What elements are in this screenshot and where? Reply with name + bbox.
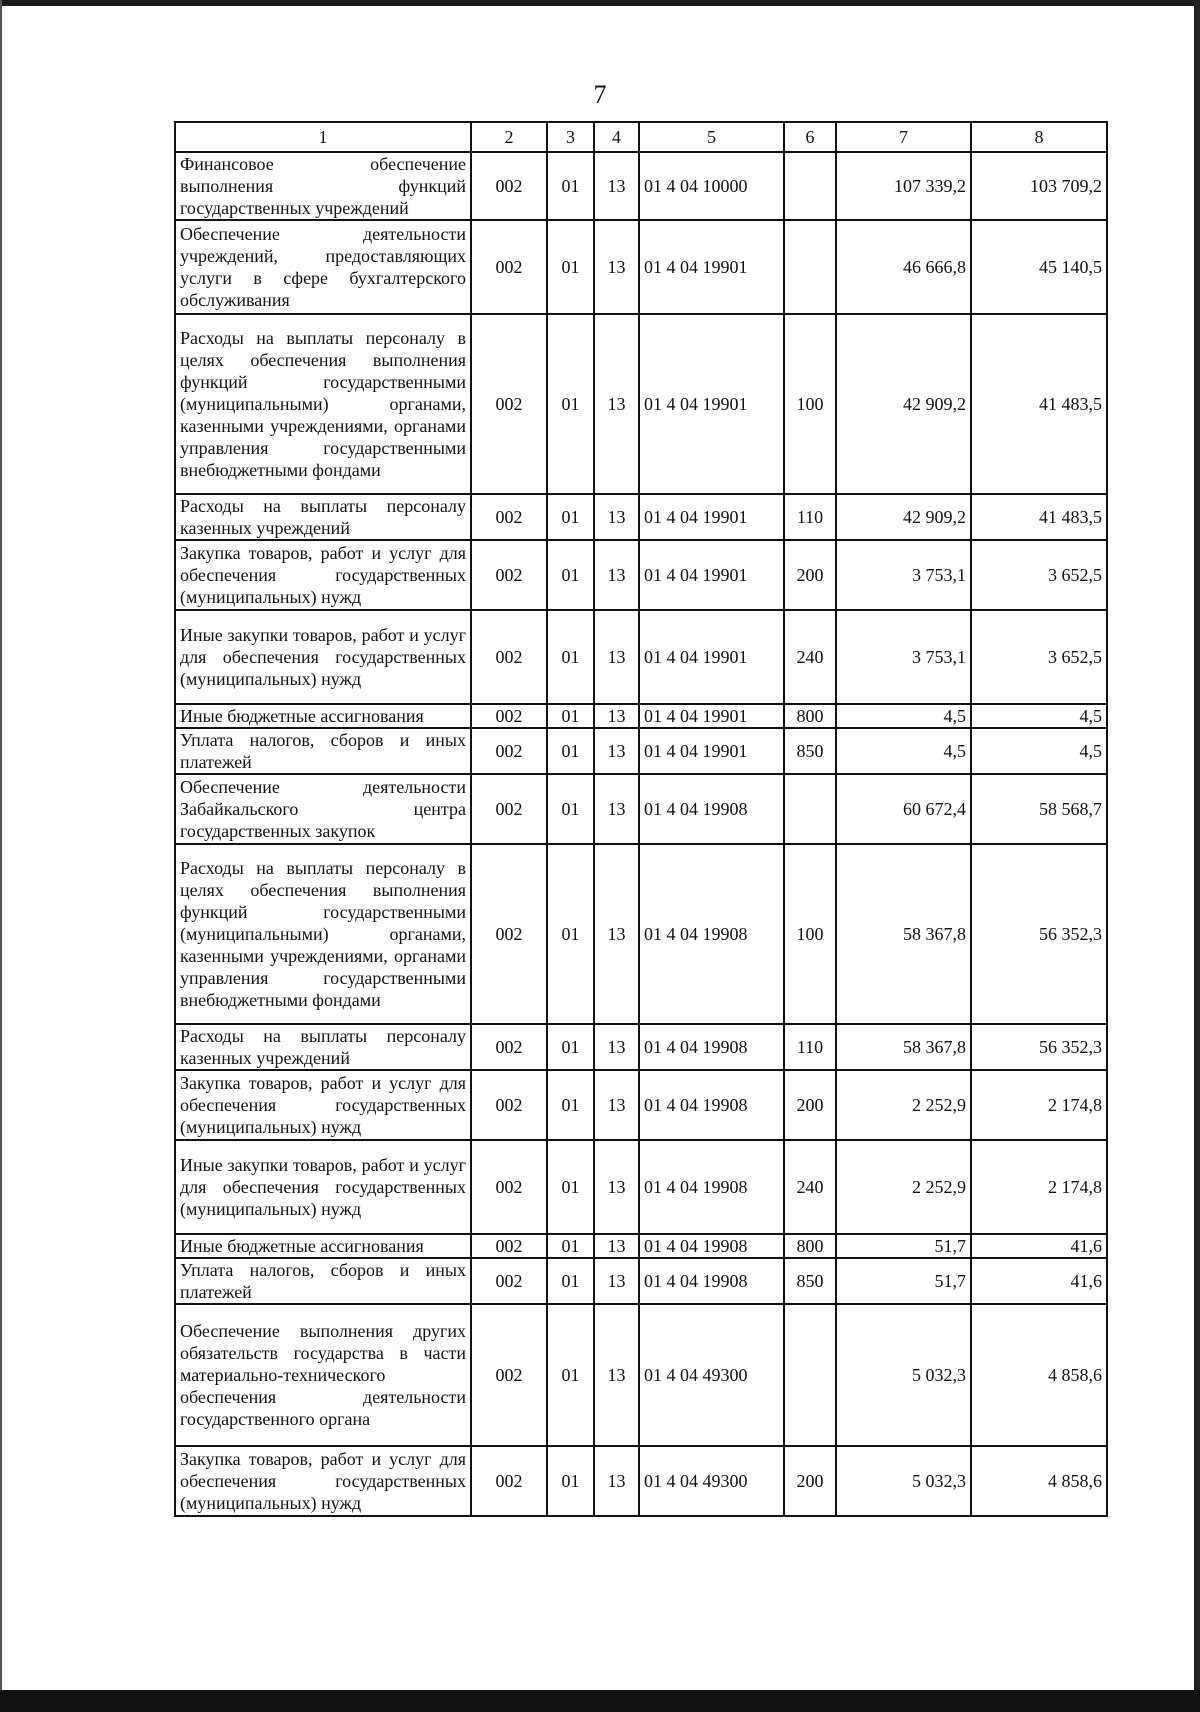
cell-amount-col7: 5 032,3 <box>836 1446 971 1516</box>
row-description: Иные бюджетные ассигнования <box>175 1234 471 1258</box>
cell-expense-type <box>784 774 836 844</box>
cell-expense-type: 200 <box>784 540 836 610</box>
cell-target-article: 01 4 04 19901 <box>639 220 784 314</box>
header-cell: 8 <box>971 122 1107 152</box>
header-cell: 1 <box>175 122 471 152</box>
cell-admin-code: 002 <box>471 610 547 704</box>
cell-admin-code: 002 <box>471 704 547 728</box>
cell-subsection: 13 <box>594 774 639 844</box>
cell-amount-col8: 45 140,5 <box>971 220 1107 314</box>
cell-amount-col7: 58 367,8 <box>836 1024 971 1070</box>
cell-section: 01 <box>547 1140 594 1234</box>
cell-admin-code: 002 <box>471 728 547 774</box>
cell-amount-col7: 42 909,2 <box>836 314 971 494</box>
cell-subsection: 13 <box>594 1070 639 1140</box>
scan-border-right <box>1194 0 1200 1712</box>
cell-amount-col7: 2 252,9 <box>836 1070 971 1140</box>
cell-subsection: 13 <box>594 540 639 610</box>
cell-target-article: 01 4 04 19901 <box>639 314 784 494</box>
cell-subsection: 13 <box>594 1140 639 1234</box>
cell-amount-col8: 58 568,7 <box>971 774 1107 844</box>
cell-amount-col8: 4,5 <box>971 728 1107 774</box>
header-cell: 7 <box>836 122 971 152</box>
table-row <box>175 314 1107 494</box>
cell-subsection: 13 <box>594 1234 639 1258</box>
cell-target-article: 01 4 04 19901 <box>639 610 784 704</box>
table-header-row <box>175 122 1107 152</box>
row-description: Финансовое обеспечение выполнения функций государственных учреждений <box>175 152 471 220</box>
header-cell: 6 <box>784 122 836 152</box>
cell-amount-col8: 56 352,3 <box>971 1024 1107 1070</box>
cell-target-article: 01 4 04 19901 <box>639 494 784 540</box>
cell-target-article: 01 4 04 19901 <box>639 728 784 774</box>
cell-admin-code: 002 <box>471 1304 547 1446</box>
table-row <box>175 844 1107 1024</box>
cell-expense-type: 850 <box>784 728 836 774</box>
cell-expense-type: 110 <box>784 1024 836 1070</box>
row-description: Иные закупки товаров, работ и услуг для обеспечения государственных (муниципальных) нужд <box>175 610 471 704</box>
cell-expense-type: 240 <box>784 610 836 704</box>
cell-expense-type: 200 <box>784 1070 836 1140</box>
table-row <box>175 1024 1107 1070</box>
cell-admin-code: 002 <box>471 1140 547 1234</box>
cell-amount-col8: 2 174,8 <box>971 1070 1107 1140</box>
cell-amount-col7: 3 753,1 <box>836 540 971 610</box>
cell-amount-col8: 41 483,5 <box>971 314 1107 494</box>
cell-target-article: 01 4 04 49300 <box>639 1446 784 1516</box>
row-description: Расходы на выплаты персоналу казенных учреждений <box>175 494 471 540</box>
table-row <box>175 1258 1107 1304</box>
cell-section: 01 <box>547 314 594 494</box>
cell-expense-type: 100 <box>784 844 836 1024</box>
cell-subsection: 13 <box>594 1024 639 1070</box>
cell-target-article: 01 4 04 10000 <box>639 152 784 220</box>
cell-target-article: 01 4 04 19901 <box>639 704 784 728</box>
cell-expense-type: 800 <box>784 704 836 728</box>
cell-target-article: 01 4 04 19908 <box>639 1258 784 1304</box>
cell-admin-code: 002 <box>471 540 547 610</box>
table-row <box>175 540 1107 610</box>
cell-section: 01 <box>547 1258 594 1304</box>
row-description: Закупка товаров, работ и услуг для обеспечения государственных (муниципальных) нужд <box>175 1446 471 1516</box>
cell-amount-col8: 3 652,5 <box>971 540 1107 610</box>
table-row <box>175 1070 1107 1140</box>
cell-section: 01 <box>547 610 594 704</box>
header-cell: 4 <box>594 122 639 152</box>
table-body <box>175 152 1107 1516</box>
page-number: 7 <box>593 80 607 109</box>
cell-amount-col8: 2 174,8 <box>971 1140 1107 1234</box>
header-cell: 2 <box>471 122 547 152</box>
scan-border-bottom <box>0 1690 1200 1712</box>
cell-amount-col8: 4,5 <box>971 704 1107 728</box>
row-description: Уплата налогов, сборов и иных платежей <box>175 1258 471 1304</box>
cell-subsection: 13 <box>594 844 639 1024</box>
cell-subsection: 13 <box>594 1446 639 1516</box>
cell-subsection: 13 <box>594 1304 639 1446</box>
table-row <box>175 152 1107 220</box>
cell-amount-col7: 2 252,9 <box>836 1140 971 1234</box>
header-cell: 3 <box>547 122 594 152</box>
cell-expense-type <box>784 220 836 314</box>
row-description: Иные бюджетные ассигнования <box>175 704 471 728</box>
cell-amount-col7: 60 672,4 <box>836 774 971 844</box>
row-description: Иные закупки товаров, работ и услуг для обеспечения государственных (муниципальных) нужд <box>175 1140 471 1234</box>
row-description: Закупка товаров, работ и услуг для обеспечения государственных (муниципальных) нужд <box>175 540 471 610</box>
cell-amount-col8: 4 858,6 <box>971 1304 1107 1446</box>
table-row <box>175 1446 1107 1516</box>
table-row <box>175 1304 1107 1446</box>
cell-subsection: 13 <box>594 314 639 494</box>
cell-amount-col7: 3 753,1 <box>836 610 971 704</box>
table-row <box>175 494 1107 540</box>
cell-admin-code: 002 <box>471 152 547 220</box>
cell-section: 01 <box>547 152 594 220</box>
cell-expense-type: 800 <box>784 1234 836 1258</box>
cell-target-article: 01 4 04 49300 <box>639 1304 784 1446</box>
row-description: Обеспечение выполнения других обязательств государства в части материально-технического обеспечения деятельности государственного органа <box>175 1304 471 1446</box>
cell-section: 01 <box>547 774 594 844</box>
cell-amount-col7: 107 339,2 <box>836 152 971 220</box>
cell-amount-col7: 5 032,3 <box>836 1304 971 1446</box>
cell-section: 01 <box>547 704 594 728</box>
cell-target-article: 01 4 04 19908 <box>639 774 784 844</box>
cell-admin-code: 002 <box>471 1070 547 1140</box>
cell-admin-code: 002 <box>471 220 547 314</box>
cell-section: 01 <box>547 540 594 610</box>
cell-amount-col8: 103 709,2 <box>971 152 1107 220</box>
cell-admin-code: 002 <box>471 1258 547 1304</box>
cell-target-article: 01 4 04 19908 <box>639 1024 784 1070</box>
cell-expense-type <box>784 1304 836 1446</box>
cell-section: 01 <box>547 1304 594 1446</box>
cell-section: 01 <box>547 1446 594 1516</box>
cell-amount-col7: 42 909,2 <box>836 494 971 540</box>
cell-section: 01 <box>547 1070 594 1140</box>
cell-subsection: 13 <box>594 152 639 220</box>
cell-expense-type: 200 <box>784 1446 836 1516</box>
scan-border-left <box>0 0 2 1712</box>
row-description: Обеспечение деятельности Забайкальского центра государственных закупок <box>175 774 471 844</box>
cell-amount-col8: 56 352,3 <box>971 844 1107 1024</box>
cell-amount-col8: 3 652,5 <box>971 610 1107 704</box>
cell-expense-type: 110 <box>784 494 836 540</box>
table-row <box>175 610 1107 704</box>
cell-admin-code: 002 <box>471 774 547 844</box>
cell-amount-col8: 41 483,5 <box>971 494 1107 540</box>
cell-subsection: 13 <box>594 704 639 728</box>
cell-section: 01 <box>547 728 594 774</box>
table-row <box>175 220 1107 314</box>
cell-target-article: 01 4 04 19908 <box>639 844 784 1024</box>
cell-section: 01 <box>547 1024 594 1070</box>
cell-amount-col7: 4,5 <box>836 728 971 774</box>
scan-border-top <box>0 0 1200 6</box>
cell-target-article: 01 4 04 19908 <box>639 1070 784 1140</box>
cell-section: 01 <box>547 494 594 540</box>
cell-section: 01 <box>547 220 594 314</box>
row-description: Закупка товаров, работ и услуг для обеспечения государственных (муниципальных) нужд <box>175 1070 471 1140</box>
cell-amount-col8: 41,6 <box>971 1258 1107 1304</box>
cell-admin-code: 002 <box>471 1234 547 1258</box>
cell-expense-type <box>784 152 836 220</box>
table-row <box>175 1234 1107 1258</box>
cell-amount-col8: 41,6 <box>971 1234 1107 1258</box>
table-row <box>175 728 1107 774</box>
row-description: Обеспечение деятельности учреждений, предоставляющих услуги в сфере бухгалтерского обслуживания <box>175 220 471 314</box>
row-description: Расходы на выплаты персоналу в целях обеспечения выполнения функций государственными (муниципальными) органами, казенными учреждениями, органами управления государственными внебюджетными фондами <box>175 844 471 1024</box>
cell-section: 01 <box>547 844 594 1024</box>
cell-subsection: 13 <box>594 220 639 314</box>
row-description: Уплата налогов, сборов и иных платежей <box>175 728 471 774</box>
cell-subsection: 13 <box>594 1258 639 1304</box>
cell-admin-code: 002 <box>471 844 547 1024</box>
cell-admin-code: 002 <box>471 1024 547 1070</box>
cell-admin-code: 002 <box>471 1446 547 1516</box>
cell-target-article: 01 4 04 19901 <box>639 540 784 610</box>
table-row <box>175 704 1107 728</box>
row-description: Расходы на выплаты персоналу в целях обеспечения выполнения функций государственными (муниципальными) органами, казенными учреждениями, органами управления государственными внебюджетными фондами <box>175 314 471 494</box>
budget-table <box>174 121 1108 1517</box>
row-description: Расходы на выплаты персоналу казенных учреждений <box>175 1024 471 1070</box>
cell-admin-code: 002 <box>471 314 547 494</box>
cell-amount-col7: 51,7 <box>836 1234 971 1258</box>
cell-subsection: 13 <box>594 728 639 774</box>
cell-expense-type: 850 <box>784 1258 836 1304</box>
cell-target-article: 01 4 04 19908 <box>639 1140 784 1234</box>
cell-subsection: 13 <box>594 610 639 704</box>
cell-expense-type: 100 <box>784 314 836 494</box>
cell-amount-col7: 58 367,8 <box>836 844 971 1024</box>
table-row <box>175 774 1107 844</box>
header-cell: 5 <box>639 122 784 152</box>
table-row <box>175 1140 1107 1234</box>
cell-amount-col7: 4,5 <box>836 704 971 728</box>
cell-amount-col7: 46 666,8 <box>836 220 971 314</box>
cell-target-article: 01 4 04 19908 <box>639 1234 784 1258</box>
cell-section: 01 <box>547 1234 594 1258</box>
cell-subsection: 13 <box>594 494 639 540</box>
cell-admin-code: 002 <box>471 494 547 540</box>
cell-amount-col7: 51,7 <box>836 1258 971 1304</box>
cell-expense-type: 240 <box>784 1140 836 1234</box>
cell-amount-col8: 4 858,6 <box>971 1446 1107 1516</box>
